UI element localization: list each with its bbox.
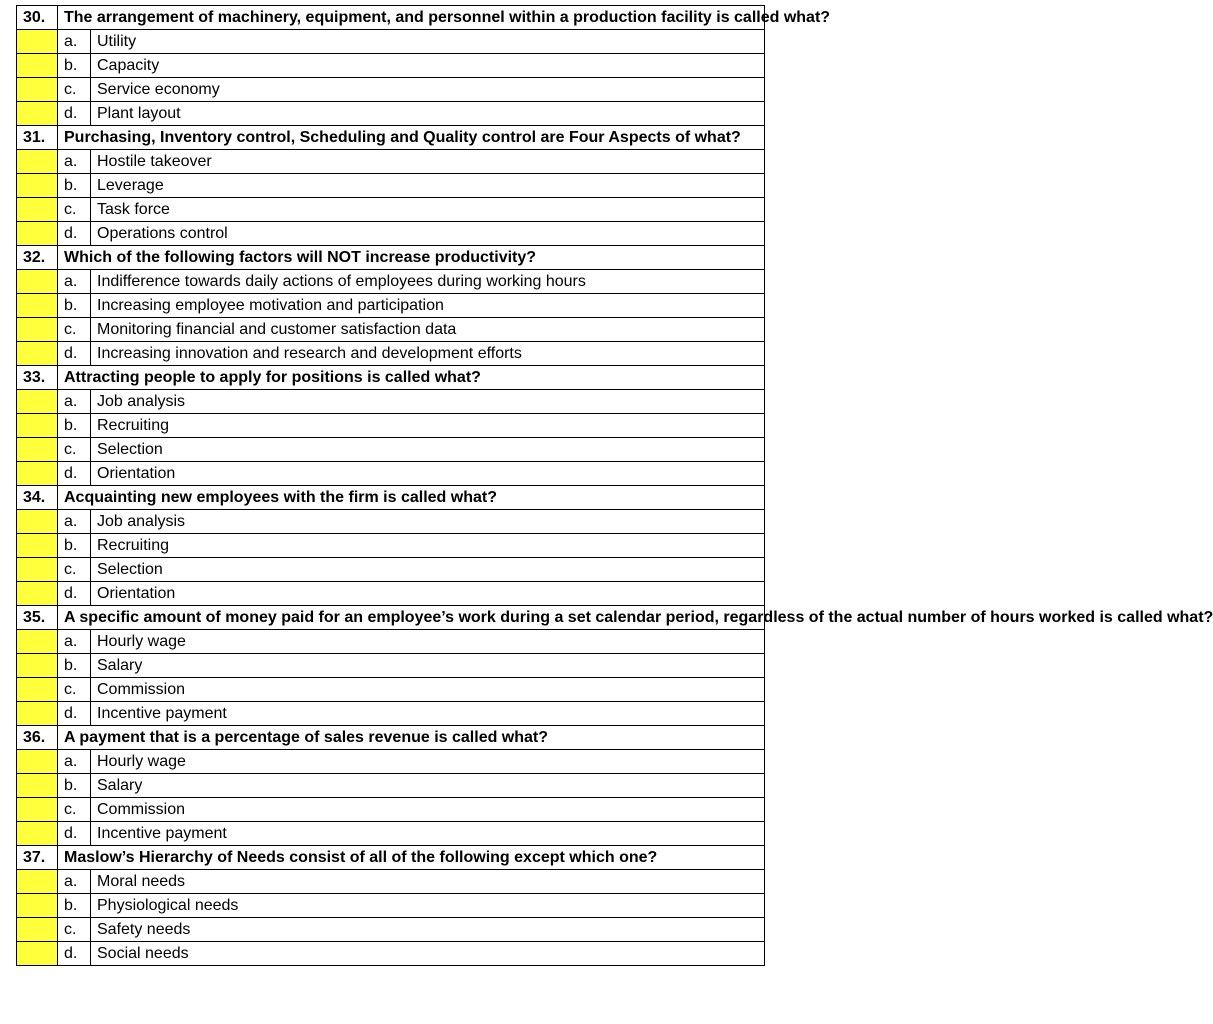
option-text: Selection — [91, 558, 765, 582]
option-letter: b. — [58, 654, 91, 678]
option-text: Hourly wage — [91, 750, 765, 774]
answer-box[interactable] — [17, 510, 58, 534]
quiz-body — [17, 6, 1213, 966]
option-row — [17, 798, 765, 822]
option-text: Commission — [91, 678, 765, 702]
option-row — [17, 78, 765, 102]
option-text: Salary — [91, 654, 765, 678]
question-row — [17, 126, 765, 150]
question-row — [17, 486, 765, 510]
option-row — [17, 318, 765, 342]
option-text: Incentive payment — [91, 822, 765, 846]
answer-box[interactable] — [17, 774, 58, 798]
answer-box[interactable] — [17, 294, 58, 318]
answer-box[interactable] — [17, 390, 58, 414]
option-text: Hostile takeover — [91, 150, 765, 174]
answer-box[interactable] — [17, 270, 58, 294]
option-letter: c. — [58, 318, 91, 342]
option-row — [17, 558, 765, 582]
option-row — [17, 582, 765, 606]
option-text: Commission — [91, 798, 765, 822]
option-row — [17, 942, 765, 966]
option-row — [17, 198, 765, 222]
question-row — [17, 366, 765, 390]
answer-box[interactable] — [17, 894, 58, 918]
answer-box[interactable] — [17, 870, 58, 894]
option-text: Physiological needs — [91, 894, 765, 918]
option-letter: b. — [58, 534, 91, 558]
option-letter: d. — [58, 222, 91, 246]
answer-box[interactable] — [17, 198, 58, 222]
answer-box[interactable] — [17, 222, 58, 246]
question-row — [17, 246, 765, 270]
question-row — [17, 846, 765, 870]
option-letter: b. — [58, 174, 91, 198]
question-number: 37. — [17, 846, 58, 870]
question-number: 36. — [17, 726, 58, 750]
question-number: 34. — [17, 486, 58, 510]
option-row — [17, 534, 765, 558]
option-letter: c. — [58, 678, 91, 702]
answer-box[interactable] — [17, 798, 58, 822]
answer-box[interactable] — [17, 462, 58, 486]
question-row — [17, 606, 765, 630]
option-letter: a. — [58, 390, 91, 414]
option-row — [17, 462, 765, 486]
option-letter: c. — [58, 798, 91, 822]
question-text: Maslow’s Hierarchy of Needs consist of all of the following except which one? — [58, 846, 765, 870]
answer-box[interactable] — [17, 174, 58, 198]
question-number: 33. — [17, 366, 58, 390]
answer-box[interactable] — [17, 534, 58, 558]
option-letter: a. — [58, 510, 91, 534]
answer-box[interactable] — [17, 102, 58, 126]
question-number: 30. — [17, 6, 58, 30]
question-text: Acquainting new employees with the firm is called what? — [58, 486, 765, 510]
option-letter: b. — [58, 774, 91, 798]
question-number: 32. — [17, 246, 58, 270]
answer-box[interactable] — [17, 678, 58, 702]
question-text: The arrangement of machinery, equipment, and personnel within a production facility is called what? — [58, 6, 765, 30]
answer-box[interactable] — [17, 414, 58, 438]
option-text: Utility — [91, 30, 765, 54]
option-text: Job analysis — [91, 390, 765, 414]
option-letter: d. — [58, 342, 91, 366]
option-row — [17, 222, 765, 246]
option-letter: a. — [58, 150, 91, 174]
option-letter: a. — [58, 630, 91, 654]
answer-box[interactable] — [17, 150, 58, 174]
answer-box[interactable] — [17, 582, 58, 606]
option-row — [17, 894, 765, 918]
quiz-table — [16, 5, 1213, 966]
option-letter: a. — [58, 870, 91, 894]
option-text: Operations control — [91, 222, 765, 246]
option-letter: d. — [58, 582, 91, 606]
answer-box[interactable] — [17, 654, 58, 678]
option-row — [17, 150, 765, 174]
question-text: Purchasing, Inventory control, Scheduling and Quality control are Four Aspects of what? — [58, 126, 765, 150]
option-letter: d. — [58, 702, 91, 726]
option-letter: c. — [58, 198, 91, 222]
option-letter: d. — [58, 822, 91, 846]
option-letter: b. — [58, 894, 91, 918]
option-letter: a. — [58, 270, 91, 294]
question-text: Which of the following factors will NOT increase productivity? — [58, 246, 765, 270]
option-row — [17, 54, 765, 78]
answer-box[interactable] — [17, 702, 58, 726]
option-letter: b. — [58, 294, 91, 318]
option-letter: c. — [58, 438, 91, 462]
option-text: Recruiting — [91, 414, 765, 438]
option-row — [17, 30, 765, 54]
option-text: Increasing employee motivation and participation — [91, 294, 765, 318]
option-text: Safety needs — [91, 918, 765, 942]
option-text: Monitoring financial and customer satisfaction data — [91, 318, 765, 342]
option-row — [17, 870, 765, 894]
option-row — [17, 702, 765, 726]
option-text: Indifference towards daily actions of employees during working hours — [91, 270, 765, 294]
answer-box[interactable] — [17, 342, 58, 366]
option-text: Moral needs — [91, 870, 765, 894]
option-row — [17, 654, 765, 678]
option-text: Task force — [91, 198, 765, 222]
question-text: A specific amount of money paid for an employee’s work during a set calendar period, regardless of the actual number of hours worked is called what? — [58, 606, 765, 630]
option-row — [17, 750, 765, 774]
answer-box[interactable] — [17, 630, 58, 654]
question-number: 35. — [17, 606, 58, 630]
option-row — [17, 174, 765, 198]
question-row — [17, 726, 765, 750]
option-text: Leverage — [91, 174, 765, 198]
answer-box[interactable] — [17, 558, 58, 582]
option-letter: a. — [58, 750, 91, 774]
question-number: 31. — [17, 126, 58, 150]
answer-box[interactable] — [17, 438, 58, 462]
option-text: Orientation — [91, 582, 765, 606]
option-letter: a. — [58, 30, 91, 54]
option-text: Social needs — [91, 942, 765, 966]
question-text: Attracting people to apply for positions is called what? — [58, 366, 765, 390]
option-letter: b. — [58, 414, 91, 438]
option-row — [17, 510, 765, 534]
option-letter: d. — [58, 462, 91, 486]
option-text: Selection — [91, 438, 765, 462]
option-letter: c. — [58, 558, 91, 582]
option-row — [17, 342, 765, 366]
option-row — [17, 294, 765, 318]
answer-box[interactable] — [17, 54, 58, 78]
answer-box[interactable] — [17, 918, 58, 942]
answer-box[interactable] — [17, 30, 58, 54]
option-row — [17, 414, 765, 438]
option-text: Plant layout — [91, 102, 765, 126]
option-row — [17, 918, 765, 942]
answer-box[interactable] — [17, 822, 58, 846]
option-row — [17, 630, 765, 654]
option-row — [17, 774, 765, 798]
option-text: Recruiting — [91, 534, 765, 558]
option-text: Salary — [91, 774, 765, 798]
option-row — [17, 390, 765, 414]
answer-box[interactable] — [17, 750, 58, 774]
option-text: Orientation — [91, 462, 765, 486]
option-letter: c. — [58, 78, 91, 102]
option-text: Hourly wage — [91, 630, 765, 654]
option-row — [17, 438, 765, 462]
option-letter: c. — [58, 918, 91, 942]
option-letter: d. — [58, 102, 91, 126]
option-row — [17, 270, 765, 294]
option-row — [17, 822, 765, 846]
option-row — [17, 102, 765, 126]
option-text: Capacity — [91, 54, 765, 78]
option-text: Service economy — [91, 78, 765, 102]
option-letter: b. — [58, 54, 91, 78]
answer-box[interactable] — [17, 78, 58, 102]
answer-box[interactable] — [17, 318, 58, 342]
question-text: A payment that is a percentage of sales revenue is called what? — [58, 726, 765, 750]
option-text: Increasing innovation and research and development efforts — [91, 342, 765, 366]
option-text: Incentive payment — [91, 702, 765, 726]
question-row — [17, 6, 765, 30]
answer-box[interactable] — [17, 942, 58, 966]
option-letter: d. — [58, 942, 91, 966]
option-row — [17, 678, 765, 702]
option-text: Job analysis — [91, 510, 765, 534]
